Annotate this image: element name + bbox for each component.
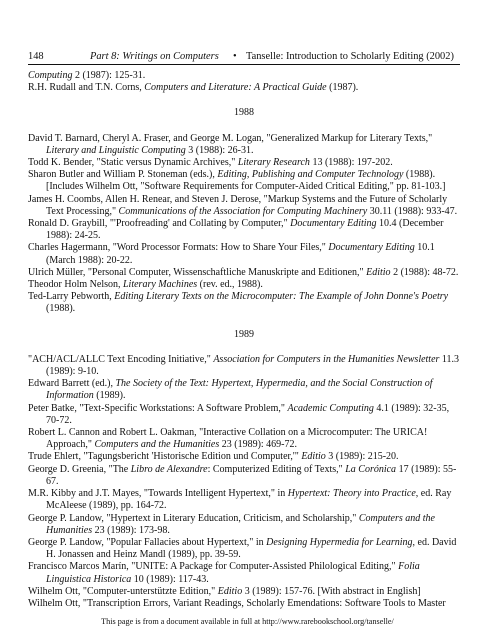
entry-italic-text: Editing, Publishing and Computer Technology xyxy=(217,169,404,181)
entry-text: Francisco Marcos Marín, "UNITE: A Package for Computer-Assisted Philological Editing," xyxy=(28,561,399,573)
entry-text: Ted-Larry Pebworth, xyxy=(28,291,115,303)
bibliography-entry xyxy=(28,561,460,585)
bibliography-entry xyxy=(28,513,460,537)
entry-text: 23 (1989): 469-72. xyxy=(219,439,298,451)
running-header xyxy=(28,50,460,65)
entry-text: David T. Barnard, Cheryl A. Fraser, and George M. Logan, "Generalized Markup for Literary Texts," xyxy=(28,132,433,144)
entry-text: , ed. Ray McAleese (1989), pp. 164-72. xyxy=(46,488,452,512)
bibliography-entry xyxy=(28,267,460,279)
entry-text: George D. Greenia, "The xyxy=(28,463,131,475)
page-number: 148 xyxy=(28,51,44,62)
entry-italic-text: Computers and Literature: A Practical Guide xyxy=(144,82,327,94)
entry-italic-text: Documentary Editing xyxy=(328,242,415,254)
entry-text: Ulrich Müller, "Personal Computer, Wissenschaftliche Manuskripte and Editionen," xyxy=(28,266,367,278)
entry-italic-text: Literary and Linguistic Computing xyxy=(46,144,186,156)
entry-italic-text: Communications of the Association for Computing Machinery xyxy=(118,205,368,217)
entry-text: 17 (1989): 55-67. xyxy=(46,463,457,487)
entry-italic-text: Editing Literary Texts on the Microcomputer: The Example of John Donne's Poetry xyxy=(114,291,449,303)
entry-italic-text: Computers and the Humanities xyxy=(46,512,435,536)
bibliography-entry xyxy=(28,451,460,463)
entry-text: M.R. Kibby and J.T. Mayes, "Towards Intelligent Hypertext," in xyxy=(28,488,288,500)
entry-italic-text: Editio xyxy=(366,266,391,278)
entry-text: 11.3 (1989): 9-10. xyxy=(46,353,460,378)
bibliography-entry xyxy=(28,133,460,157)
entry-text: George P. Landow, "Popular Fallacies about Hypertext," in xyxy=(28,536,267,548)
entry-italic-text: Hypertext: Theory into Practice xyxy=(287,488,416,500)
entry-text: James H. Coombs, Allen H. Renear, and Steven J. Derose, "Markup Systems and the Future of Scholarly Text Processing," xyxy=(28,193,448,217)
entry-italic-text: Editio xyxy=(217,585,243,597)
part-title: Part 8: Writings on Computers xyxy=(90,51,219,62)
entry-italic-text: Computers and the Humanities xyxy=(94,439,220,451)
entry-text: Robert L. Cannon and Robert L. Oakman, "Interactive Collation on a Microcomputer: The URICA! Approach," xyxy=(28,427,428,451)
entry-italic-text: Designing Hypermedia for Learning xyxy=(266,536,413,548)
bibliography-entry xyxy=(28,464,460,488)
entry-text: 2 (1988): 48-72. xyxy=(390,266,459,278)
entry-italic-text: Computing xyxy=(28,70,73,81)
bibliography-entry xyxy=(28,354,460,378)
entry-text: Ronald D. Graybill, "'Proofreading' and Collating by Computer," xyxy=(28,218,291,230)
bibliography-entry xyxy=(28,488,460,512)
bibliography-entry xyxy=(28,70,460,82)
entry-italic-text: Editio xyxy=(301,451,326,463)
bibliography-entry xyxy=(28,279,460,291)
entry-italic-text: The Society of the Text: Hypertext, Hypermedia, and the Social Construction of Information xyxy=(46,378,433,402)
entry-text: Todd K. Bender, "Static versus Dynamic Archives," xyxy=(28,157,238,169)
entry-text: George P. Landow, "Hypertext in Literary Education, Criticism, and Scholarship," xyxy=(28,512,359,524)
entries-1988 xyxy=(28,133,460,316)
entry-text: (1988). [Includes Wilhelm Ott, "Software Requirements for Computer-Aided Critical Editing," pp. 81-103.] xyxy=(46,169,446,193)
entry-text: 3 (1989): 215-20. xyxy=(325,451,399,463)
entry-italic-text: Folia Linguistica Historica xyxy=(46,561,420,585)
entry-text: Trude Ehlert, "Tagungsbericht 'Historische Edition und Computer,'" xyxy=(28,451,302,463)
entry-italic-text: Literary Research xyxy=(237,157,310,169)
header-separator: • xyxy=(233,51,237,62)
entry-text: Wilhelm Ott, "Transcription Errors, Variant Readings, Scholarly Emendations: Software Tools to Master xyxy=(28,597,446,609)
bibliography-entry xyxy=(28,586,460,598)
entry-text: 10.4 (December 1988): 24-25. xyxy=(46,218,444,242)
book-subtitle: Tanselle: Introduction to Scholarly Editing (2002) xyxy=(246,51,454,62)
entry-italic-text: La Corónica xyxy=(345,463,397,475)
entry-text: Charles Hagermann, "Word Processor Formats: How to Share Your Files," xyxy=(28,242,329,254)
entry-italic-text: Literary Machines xyxy=(123,279,198,291)
year-heading-1988: 1988 xyxy=(234,107,254,119)
bibliography-entry xyxy=(28,403,460,427)
entry-text: 13 (1988): 197-202. xyxy=(309,157,393,169)
bibliography-body xyxy=(28,70,460,610)
entry-text: (1987). xyxy=(326,82,359,94)
bibliography-entry xyxy=(28,537,460,561)
entry-text: "ACH/ACL/ALLC Text Encoding Initiative," xyxy=(28,353,214,365)
bibliography-entry xyxy=(28,378,460,402)
entry-text: 3 (1988): 26-31. xyxy=(185,144,254,156)
bibliography-entry xyxy=(28,157,460,169)
entry-text: R.H. Rudall and T.N. Corns, xyxy=(28,82,145,94)
entry-text: Sharon Butler and William P. Stoneman (eds.), xyxy=(28,169,218,181)
entry-text: 10.1 (March 1988): 20-22. xyxy=(46,242,435,266)
bibliography-entry xyxy=(28,598,460,610)
entry-italic-text: Association for Computers in the Humanities Newsletter xyxy=(213,353,440,365)
entry-text: (1988). xyxy=(46,303,76,315)
entry-text: 10 (1989): 117-43. xyxy=(131,573,209,585)
page-footer: This page is from a document available in full at http://www.rarebookschool.org/tanselle/ xyxy=(101,617,394,626)
entry-italic-text: Academic Computing xyxy=(287,402,374,414)
entry-text: 2 (1987): 125-31. xyxy=(72,70,146,81)
entry-text: (rev. ed., 1988). xyxy=(197,279,263,291)
entry-text: Theodor Holm Nelson, xyxy=(28,279,123,291)
year-heading-1989: 1989 xyxy=(234,328,254,340)
entry-text: 30.11 (1988): 933-47. xyxy=(367,205,458,217)
entry-text: Wilhelm Ott, "Computer-unterstützte Edition," xyxy=(28,585,218,597)
bibliography-entry xyxy=(28,427,460,451)
entry-text: (1989). xyxy=(93,390,126,402)
entry-italic-text: Libro de Alexandre xyxy=(130,463,208,475)
bibliography-entry xyxy=(28,82,460,94)
bibliography-entry xyxy=(28,169,460,193)
entry-text: 4.1 (1989): 32-35, 70-72. xyxy=(46,402,450,426)
bibliography-entry xyxy=(28,194,460,218)
bibliography-entry xyxy=(28,291,460,315)
entry-text: 3 (1989): 157-76. [With abstract in English] xyxy=(242,585,421,597)
entry-italic-text: Documentary Editing xyxy=(290,218,377,230)
entries-continued xyxy=(28,70,460,94)
entry-text: Edward Barrett (ed.), xyxy=(28,378,116,390)
entry-text: Peter Batke, "Text-Specific Workstations: A Software Problem," xyxy=(28,402,288,414)
bibliography-entry xyxy=(28,218,460,242)
entry-text: , ed. David H. Jonassen and Heinz Mandl (1989), pp. 39-59. xyxy=(46,536,457,561)
bibliography-entry xyxy=(28,242,460,266)
entry-text: : Computerized Editing of Texts," xyxy=(207,463,346,475)
entry-text: 23 (1989): 173-98. xyxy=(92,524,170,536)
entries-1989 xyxy=(28,354,460,610)
